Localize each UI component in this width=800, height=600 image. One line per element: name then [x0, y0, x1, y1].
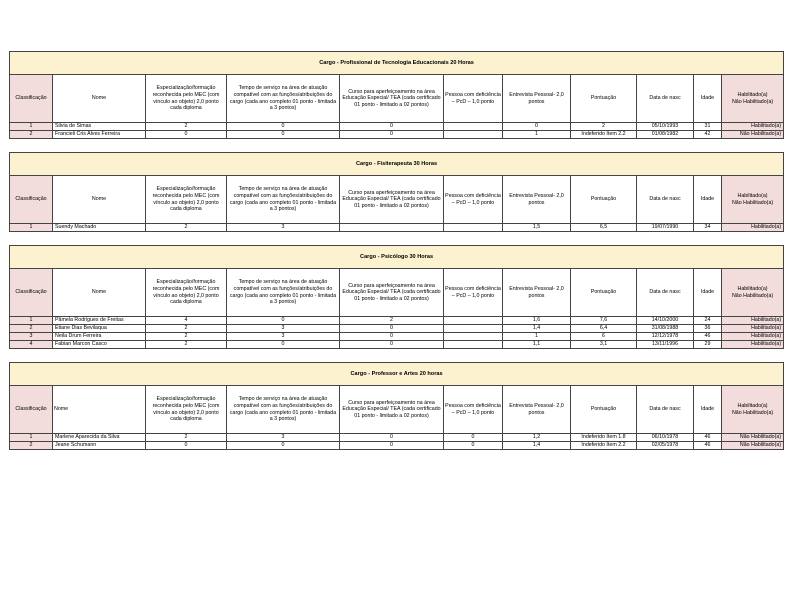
cell-status: Não Habilitado(a): [722, 131, 784, 139]
header-pcd: Pessoa com deficiência – PcD – 1,0 ponto: [444, 75, 503, 123]
table-row: [10, 317, 784, 325]
section-title: Cargo - Fisiterapeuta 30 Horas: [10, 153, 784, 176]
header-data-nasc: Data de nasc: [637, 269, 694, 317]
cell-curso: 0: [340, 341, 444, 349]
table-row: [10, 341, 784, 349]
cell-especializacao: 2: [146, 123, 227, 131]
cell-curso: 2: [340, 317, 444, 325]
cell-classificacao: 1: [10, 434, 53, 442]
header-pcd: Pessoa com deficiência – PcD – 1,0 ponto: [444, 176, 503, 224]
cell-classificacao: 2: [10, 442, 53, 450]
cell-entrevista: 1,6: [503, 317, 571, 325]
cell-pcd: [444, 224, 503, 232]
cell-especializacao: 0: [146, 131, 227, 139]
cell-status: Habilitado(a): [722, 333, 784, 341]
cell-data-nasc: 12/12/1978: [637, 333, 694, 341]
header-tempo: Tempo de serviço na área de atuação compatível com as funções/atribuições do cargo (cada ano completo 01 ponto - limitada a 3 pontos): [227, 269, 340, 317]
results-table: [9, 48, 784, 450]
cell-nome: Neila Drum Ferreira: [53, 333, 146, 341]
cell-pcd: 0: [444, 442, 503, 450]
cell-curso: 0: [340, 131, 444, 139]
header-especializacao: Especialização/formação reconhecida pelo MEC (com vínculo ao objeto) 2,0 ponto cada diploma: [146, 75, 227, 123]
header-curso: Curso para aperfeiçoamento na área Educação Especial/ TEA (cada certificado 01 ponto - limitado a 02 pontos): [340, 269, 444, 317]
cell-status: Não Habilitado(a): [722, 434, 784, 442]
cell-entrevista: 1: [503, 131, 571, 139]
cell-pcd: [444, 325, 503, 333]
cell-pcd: [444, 123, 503, 131]
cell-entrevista: 1,4: [503, 442, 571, 450]
header-status: [722, 75, 784, 123]
cell-pcd: 0: [444, 434, 503, 442]
cell-classificacao: 1: [10, 317, 53, 325]
cell-entrevista: 1,5: [503, 224, 571, 232]
cell-nome: Silvia de Simas: [53, 123, 146, 131]
header-idade: Idade: [694, 269, 722, 317]
cell-especializacao: 2: [146, 333, 227, 341]
spacer-cell: [10, 139, 784, 153]
table-row: [10, 131, 784, 139]
cell-classificacao: 3: [10, 333, 53, 341]
header-nome: Nome: [53, 386, 146, 434]
cell-entrevista: 1: [503, 333, 571, 341]
cell-pcd: [444, 317, 503, 325]
table-row: [10, 442, 784, 450]
cell-pontuacao: 2: [571, 123, 637, 131]
column-header-row: [10, 269, 784, 317]
header-nome: Nome: [53, 75, 146, 123]
cell-idade: 34: [694, 224, 722, 232]
cell-status: Habilitado(a): [722, 317, 784, 325]
header-idade: Idade: [694, 386, 722, 434]
cell-especializacao: 4: [146, 317, 227, 325]
header-curso: Curso para aperfeiçoamento na área Educação Especial/ TEA (cada certificado 01 ponto - limitado a 02 pontos): [340, 386, 444, 434]
cell-status: Habilitado(a): [722, 123, 784, 131]
cell-tempo: 0: [227, 442, 340, 450]
table-row: [10, 333, 784, 341]
header-tempo: Tempo de serviço na área de atuação compatível com as funções/atribuições do cargo (cada ano completo 01 ponto - limitada a 3 pontos): [227, 75, 340, 123]
header-nome: Nome: [53, 269, 146, 317]
cell-data-nasc: 19/07/1990: [637, 224, 694, 232]
header-especializacao: Especialização/formação reconhecida pelo MEC (com vínculo ao objeto) 2,0 ponto cada diploma: [146, 176, 227, 224]
spacer-cell: [10, 349, 784, 363]
cell-nome: Marlene Aparecida da Silva: [53, 434, 146, 442]
section-title: Cargo - Profissional de Tecnologia Educacionais 20 Horas: [10, 52, 784, 75]
cell-idade: 36: [694, 325, 722, 333]
cell-pontuacao: 7,6: [571, 317, 637, 325]
header-nome: Nome: [53, 176, 146, 224]
header-entrevista: Entrevista Pessoal- 2,0 pontos: [503, 176, 571, 224]
header-data-nasc: Data de nasc: [637, 75, 694, 123]
header-entrevista: Entrevista Pessoal- 2,0 pontos: [503, 386, 571, 434]
cell-idade: 46: [694, 434, 722, 442]
header-especializacao: Especialização/formação reconhecida pelo MEC (com vínculo ao objeto) 2,0 ponto cada diploma: [146, 386, 227, 434]
header-classificacao: Classificação: [10, 75, 53, 123]
table-row: [10, 325, 784, 333]
cell-nome: Fabian Marcon Casco: [53, 341, 146, 349]
cell-classificacao: 4: [10, 341, 53, 349]
header-habilitado: Habilitado(a): [737, 402, 768, 409]
cell-classificacao: 2: [10, 325, 53, 333]
header-curso: Curso para aperfeiçoamento na área Educação Especial/ TEA (cada certificado 01 ponto - limitado a 02 pontos): [340, 75, 444, 123]
header-entrevista: Entrevista Pessoal- 2,0 pontos: [503, 75, 571, 123]
cell-idade: 46: [694, 442, 722, 450]
cell-especializacao: 2: [146, 224, 227, 232]
cell-data-nasc: 06/10/1978: [637, 434, 694, 442]
cell-especializacao: 0: [146, 442, 227, 450]
table-row: [10, 434, 784, 442]
cell-especializacao: 2: [146, 341, 227, 349]
header-entrevista: Entrevista Pessoal- 2,0 pontos: [503, 269, 571, 317]
column-header-row: [10, 176, 784, 224]
cell-data-nasc: 13/11/1996: [637, 341, 694, 349]
cell-pontuacao: 6,5: [571, 224, 637, 232]
cell-idade: 42: [694, 131, 722, 139]
cell-data-nasc: 14/10/2000: [637, 317, 694, 325]
section-title-row: [10, 363, 784, 386]
cell-entrevista: 1,4: [503, 325, 571, 333]
cell-pontuacao: 6: [571, 333, 637, 341]
cell-entrevista: 1,1: [503, 341, 571, 349]
cell-tempo: 3: [227, 333, 340, 341]
header-pontuacao: Pontuação: [571, 75, 637, 123]
spacer-cell: [10, 232, 784, 246]
results-table-body: [10, 48, 784, 450]
section-title-row: [10, 52, 784, 75]
header-curso: Curso para aperfeiçoamento na área Educação Especial/ TEA (cada certificado 01 ponto - limitado a 02 pontos): [340, 176, 444, 224]
header-nao-habilitado: Não Habilitado(a): [731, 409, 774, 416]
header-classificacao: Classificação: [10, 269, 53, 317]
table-row: [10, 123, 784, 131]
header-habilitado: Habilitado(a): [737, 91, 768, 98]
cell-status: Habilitado(a): [722, 341, 784, 349]
header-idade: Idade: [694, 75, 722, 123]
header-nao-habilitado: Não Habilitado(a): [731, 98, 774, 105]
cell-data-nasc: 31/08/1988: [637, 325, 694, 333]
cell-entrevista: 1,2: [503, 434, 571, 442]
cell-data-nasc: 05/10/1993: [637, 123, 694, 131]
cell-classificacao: 2: [10, 131, 53, 139]
header-tempo: Tempo de serviço na área de atuação compatível com as funções/atribuições do cargo (cada ano completo 01 ponto - limitada a 3 pontos): [227, 386, 340, 434]
cell-pontuacao: Indeferido Item 2.2: [571, 131, 637, 139]
cell-especializacao: 2: [146, 325, 227, 333]
cell-curso: 0: [340, 333, 444, 341]
section-title: Cargo - Psicólogo 30 Horas: [10, 246, 784, 269]
header-nao-habilitado: Não Habilitado(a): [731, 199, 774, 206]
cell-classificacao: 1: [10, 224, 53, 232]
header-status: [722, 386, 784, 434]
cell-classificacao: 1: [10, 123, 53, 131]
cell-idade: 46: [694, 333, 722, 341]
cell-nome: Pâmela Rodrigues de Freitas: [53, 317, 146, 325]
header-pontuacao: Pontuação: [571, 176, 637, 224]
cell-pontuacao: 3,1: [571, 341, 637, 349]
section-title-row: [10, 153, 784, 176]
section-spacer: [10, 232, 784, 246]
header-especializacao: Especialização/formação reconhecida pelo MEC (com vínculo ao objeto) 2,0 ponto cada diploma: [146, 269, 227, 317]
header-pontuacao: Pontuação: [571, 386, 637, 434]
header-status: [722, 269, 784, 317]
cell-data-nasc: 01/08/1982: [637, 131, 694, 139]
header-habilitado: Habilitado(a): [737, 285, 768, 292]
cell-idade: 24: [694, 317, 722, 325]
cell-curso: 0: [340, 434, 444, 442]
section-title-row: [10, 246, 784, 269]
cell-idade: 29: [694, 341, 722, 349]
cell-tempo: 0: [227, 341, 340, 349]
header-tempo: Tempo de serviço na área de atuação compatível com as funções/atribuições do cargo (cada ano completo 01 ponto - limitada a 3 pontos): [227, 176, 340, 224]
cell-data-nasc: 02/05/1978: [637, 442, 694, 450]
cell-pcd: [444, 341, 503, 349]
header-status: [722, 176, 784, 224]
cell-tempo: 3: [227, 434, 340, 442]
cell-tempo: 0: [227, 123, 340, 131]
cell-nome: Francieli Cris Alves Ferreira: [53, 131, 146, 139]
header-nao-habilitado: Não Habilitado(a): [731, 292, 774, 299]
header-idade: Idade: [694, 176, 722, 224]
header-pontuacao: Pontuação: [571, 269, 637, 317]
column-header-row: [10, 386, 784, 434]
table-row: [10, 224, 784, 232]
cell-curso: [340, 224, 444, 232]
cell-especializacao: 2: [146, 434, 227, 442]
section-spacer: [10, 139, 784, 153]
cell-entrevista: 0: [503, 123, 571, 131]
section-spacer: [10, 349, 784, 363]
cell-tempo: 0: [227, 131, 340, 139]
cell-nome: Jeane Schumann: [53, 442, 146, 450]
cell-idade: 31: [694, 123, 722, 131]
cell-status: Habilitado(a): [722, 325, 784, 333]
cell-pontuacao: Indeferido Item 2.2: [571, 442, 637, 450]
cell-pontuacao: Indeferido Item 1.8: [571, 434, 637, 442]
cell-nome: Etiane Dias Bevilaqua: [53, 325, 146, 333]
results-sheet: [9, 48, 783, 450]
cell-curso: 0: [340, 325, 444, 333]
cell-tempo: 3: [227, 325, 340, 333]
cell-status: Não Habilitado(a): [722, 442, 784, 450]
cell-curso: 0: [340, 442, 444, 450]
header-data-nasc: Data de nasc: [637, 386, 694, 434]
cell-tempo: 3: [227, 224, 340, 232]
cell-nome: Suendy Machado: [53, 224, 146, 232]
cell-status: Habilitado(a): [722, 224, 784, 232]
cell-pcd: [444, 131, 503, 139]
header-pcd: Pessoa com deficiência – PcD – 1,0 ponto: [444, 386, 503, 434]
header-habilitado: Habilitado(a): [737, 192, 768, 199]
cell-pcd: [444, 333, 503, 341]
section-title: Cargo - Professor e Artes 20 horas: [10, 363, 784, 386]
cell-pontuacao: 6,4: [571, 325, 637, 333]
header-classificacao: Classificação: [10, 386, 53, 434]
header-pcd: Pessoa com deficiência – PcD – 1,0 ponto: [444, 269, 503, 317]
header-data-nasc: Data de nasc: [637, 176, 694, 224]
header-classificacao: Classificação: [10, 176, 53, 224]
cell-tempo: 0: [227, 317, 340, 325]
cell-curso: 0: [340, 123, 444, 131]
column-header-row: [10, 75, 784, 123]
